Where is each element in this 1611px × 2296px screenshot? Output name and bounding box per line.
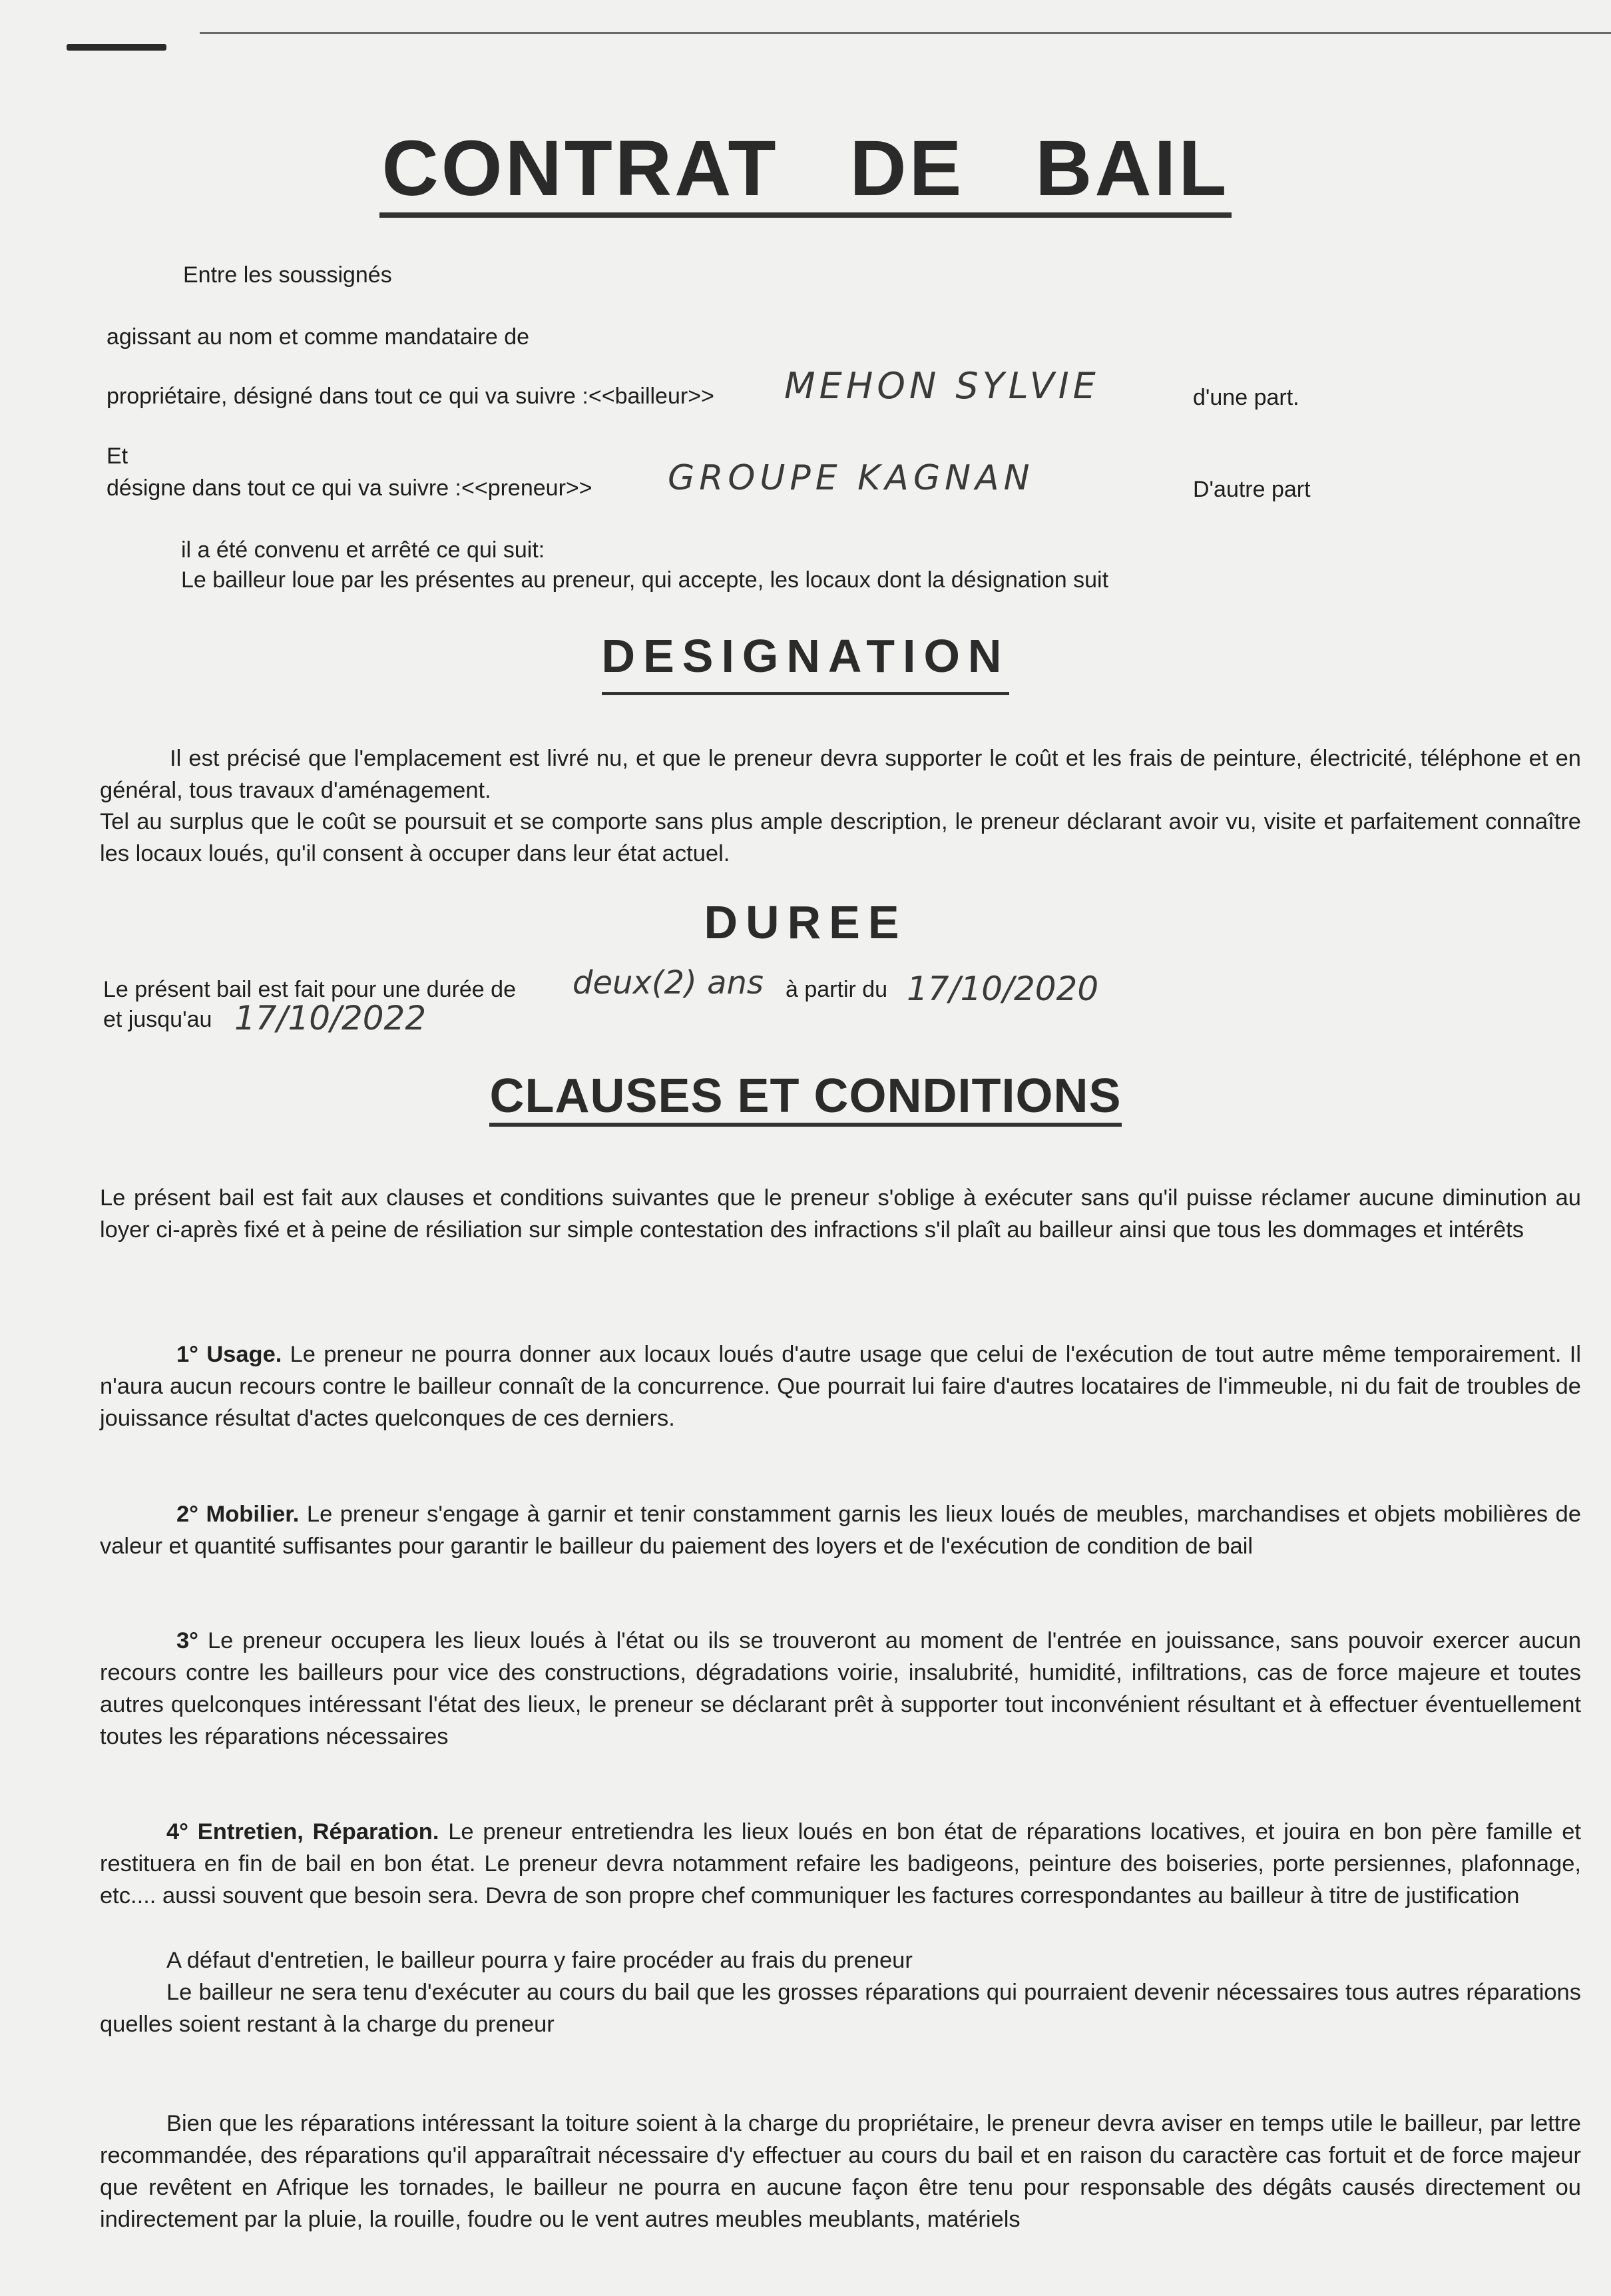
convenu-line: il a été convenu et arrêté ce qui suit: [181, 537, 545, 563]
designe-label: désigne dans tout ce qui va suivre :<<preneur>> [107, 475, 592, 501]
autre-part-label: D'autre part [1193, 477, 1311, 502]
start-date-handwritten: 17/10/2020 [907, 970, 1099, 1008]
loue-line: Le bailleur loue par les présentes au preneur, qui accepte, les locaux dont la désignation suit [181, 567, 1109, 593]
clause-1-usage: 1° Usage. Le preneur ne pourra donner aux locaux loués d'autre usage que celui de l'exécution de tout autre même temporairement. Il n'aura aucun recours contre le bailleur connaît de la concurrence. Que pourrait lui faire d'autres locataires de l'immeuble, ni du fait de troubles de jouissance résultat d'actes quelconques de ces derniers. [100, 1342, 1581, 1431]
clauses-heading: CLAUSES ET CONDITIONS [0, 1069, 1611, 1123]
end-date-handwritten: 17/10/2022 [234, 999, 427, 1037]
une-part-label: d'une part. [1193, 385, 1299, 410]
clause-4-title: 4° Entretien, Réparation. [166, 1819, 439, 1845]
clause-3-title: 3° [176, 1628, 198, 1653]
page-corner-mark [67, 44, 166, 51]
clause-2-title: 2° Mobilier. [176, 1502, 300, 1527]
preneur-name-handwritten: GROUPE KAGNAN [668, 458, 1035, 498]
duree-label-1: Le présent bail est fait pour une durée de [103, 977, 516, 1002]
clause-3: 3° Le preneur occupera les lieux loués à l'état ou ils se trouveront au moment de l'entrée en jouissance, sans pouvoir exercer aucun recours contre les bailleurs pour vice des constructions, dégradations voirie, insalubrité, humidité, infiltrations, cas de force majeure et toutes autres quelconques intéressant l'état des lieux, le preneur se déclarant prêt à supporter tout inconvénient résultant et à effectuer éventuellement toutes les réparations nécessaires [100, 1628, 1582, 1749]
et-line: Et [107, 443, 128, 469]
clause-2-mobilier: 2° Mobilier. Le preneur s'engage à garnir et tenir constamment garnis les lieux loués de meubles, marchandises et objets mobilières de valeur et quantité suffisantes pour garantir le bailleur du paiement des loyers et de l'exécution de condition de bail [100, 1502, 1582, 1559]
clause-4-paragraph-3: Le bailleur ne sera tenu d'exécuter au cours du bail que les grosses réparations qui pourraient devenir nécessaires tous autres réparations quelles soient restant à la charge du preneur [100, 1980, 1581, 2037]
toiture-paragraph: Bien que les réparations intéressant la toiture soient à la charge du propriétaire, le preneur devra aviser en temps utile le bailleur, par lettre recommandée, des réparations qu'il apparaîtrait nécessaire d'y effectuer au cours du bail et en raison du caractère cas fortuit et de force majeur que revêtent en Afrique les tornades, le bailleur ne pourra en aucune façon être tenu pour responsable des dégâts causés directement ou indirectement par la pluie, la rouille, foudre ou le vent autres meubles meublants, matériels [100, 2111, 1581, 2232]
duree-heading: DUREE [704, 896, 907, 948]
proprietaire-label: propriétaire, désigné dans tout ce qui va suivre :<<bailleur>> [107, 384, 714, 409]
duree-label-2: à partir du [786, 977, 888, 1002]
designation-heading: DESIGNATION [0, 629, 1611, 695]
duree-handwritten: deux(2) ans [573, 964, 764, 1002]
page-top-rule [200, 32, 1611, 34]
bailleur-name-handwritten: MEHON SYLVIE [784, 365, 1100, 407]
clauses-intro: Le présent bail est fait aux clauses et conditions suivantes que le preneur s'oblige à exécuter sans qu'il puisse réclamer aucune diminution au loyer ci-après fixé et à peine de résiliation sur simple contestation des infractions s'il plaît au bailleur ainsi que tous les dommages et intérêts [100, 1185, 1581, 1243]
agissant-line: agissant au nom et comme mandataire de [107, 324, 530, 350]
entre-line: Entre les soussignés [183, 262, 392, 288]
document-title: CONTRAT DE BAIL [0, 123, 1611, 214]
duree-label-3: et jusqu'au [103, 1007, 212, 1032]
designation-paragraph-2: Tel au surplus que le coût se poursuit et se comporte sans plus ample description, le preneur déclarant avoir vu, visite et parfaitement connaître les locaux loués, qu'il consent à occuper dans leur état actuel. [100, 809, 1581, 866]
clause-1-title: 1° Usage. [176, 1342, 282, 1367]
clause-4-entretien: 4° Entretien, Réparation. Le preneur entretiendra les lieux loués en bon état de réparations locatives, et jouira en bon père famille et restituera en fin de bail en bon état. Le preneur devra notamment refaire les badigeons, peinture des boiseries, porte persiennes, plafonnage, etc.... aussi souvent que besoin sera. Devra de son propre chef communiquer les factures correspondantes au bailleur à titre de justification [100, 1819, 1581, 1908]
clause-4-paragraph-2: A défaut d'entretien, le bailleur pourra y faire procéder au frais du preneur [166, 1948, 913, 1973]
designation-paragraph-1: Il est précisé que l'emplacement est livré nu, et que le preneur devra supporter le coût et les frais de peinture, électricité, téléphone et en général, tous travaux d'aménagement. [100, 746, 1581, 803]
